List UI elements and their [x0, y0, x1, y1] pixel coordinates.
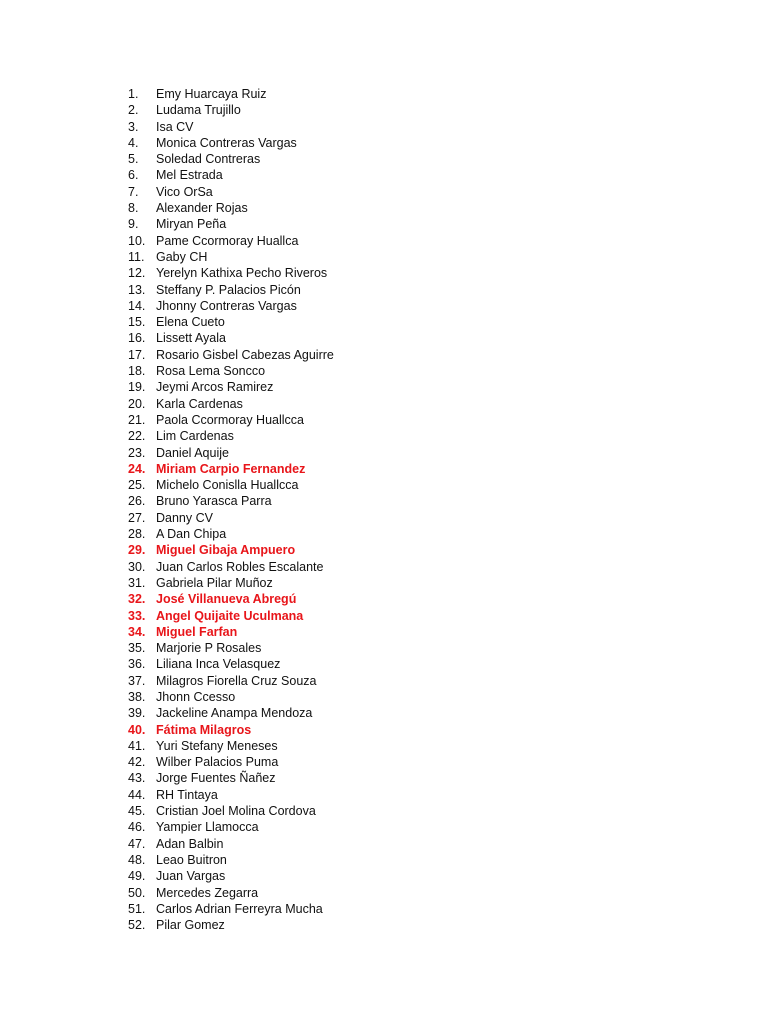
list-item-number: 9. [128, 217, 139, 232]
list-item-name: Soledad Contreras [156, 152, 261, 167]
list-item [128, 493, 334, 509]
list-item-number: 25. [128, 478, 146, 493]
list-item [128, 559, 334, 575]
list-item-name: Mercedes Zegarra [156, 885, 259, 900]
list-item-highlighted [128, 608, 334, 624]
list-item [128, 379, 334, 395]
list-item [128, 445, 334, 461]
list-item-name: Juan Vargas [156, 869, 226, 884]
list-item [128, 265, 334, 281]
list-item [128, 249, 334, 265]
list-item-name: Juan Carlos Robles Escalante [156, 559, 324, 574]
list-item-name: Yuri Stefany Meneses [156, 738, 278, 753]
list-item [128, 428, 334, 444]
list-item-number: 45. [128, 804, 146, 819]
list-item [128, 282, 334, 298]
list-item-number: 49. [128, 869, 146, 884]
list-item-name: Milagros Fiorella Cruz Souza [156, 673, 317, 688]
list-item-name: Jhonny Contreras Vargas [156, 298, 297, 313]
list-item-number: 16. [128, 331, 146, 346]
list-item [128, 167, 334, 183]
list-item-number: 19. [128, 380, 146, 395]
list-item-number: 4. [128, 135, 139, 150]
list-item [128, 689, 334, 705]
list-item [128, 314, 334, 330]
list-item [128, 868, 334, 884]
list-item-number: 32. [128, 592, 146, 607]
list-item-number: 46. [128, 820, 146, 835]
list-item-name: Isa CV [156, 119, 194, 134]
list-item-name: Pilar Gomez [156, 918, 225, 933]
list-item-number: 23. [128, 445, 146, 460]
list-item [128, 135, 334, 151]
list-item-name: Vico OrSa [156, 184, 213, 199]
list-item-name: Danny CV [156, 510, 213, 525]
list-item-name: Cristian Joel Molina Cordova [156, 804, 316, 819]
list-item-number: 48. [128, 852, 146, 867]
list-item [128, 819, 334, 835]
list-item-name: Rosa Lema Soncco [156, 364, 266, 379]
list-item [128, 363, 334, 379]
list-item-number: 28. [128, 527, 146, 542]
list-item [128, 396, 334, 412]
list-item-number: 34. [128, 624, 146, 639]
list-item-number: 39. [128, 706, 146, 721]
list-item-number: 24. [128, 461, 146, 476]
list-item-name: Gaby CH [156, 249, 208, 264]
list-item-highlighted [128, 542, 334, 558]
list-item [128, 233, 334, 249]
list-item [128, 787, 334, 803]
list-item [128, 852, 334, 868]
list-item-number: 35. [128, 641, 146, 656]
list-item-name: Paola Ccormoray Huallcca [156, 412, 304, 427]
list-item-highlighted [128, 591, 334, 607]
list-item-name: Miguel Farfan [156, 624, 238, 639]
list-item-number: 8. [128, 201, 139, 216]
list-item [128, 510, 334, 526]
list-item-name: Adan Balbin [156, 836, 224, 851]
list-item-number: 44. [128, 787, 146, 802]
list-item-name: Daniel Aquije [156, 445, 229, 460]
list-item-name: Liliana Inca Velasquez [156, 657, 281, 672]
list-item-name: Elena Cueto [156, 315, 225, 330]
list-item-name: Ludama Trujillo [156, 103, 241, 118]
list-item-number: 10. [128, 233, 146, 248]
list-item-name: Gabriela Pilar Muñoz [156, 575, 273, 590]
list-item-name: Yampier Llamocca [156, 820, 259, 835]
list-item-number: 38. [128, 689, 146, 704]
list-item-name: Marjorie P Rosales [156, 641, 262, 656]
list-item-name: Jackeline Anampa Mendoza [156, 706, 313, 721]
list-item-highlighted [128, 722, 334, 738]
list-item [128, 754, 334, 770]
list-item [128, 102, 334, 118]
list-item-name: RH Tintaya [156, 787, 218, 802]
list-item [128, 917, 334, 933]
list-item-number: 30. [128, 559, 146, 574]
list-item [128, 640, 334, 656]
list-item-number: 17. [128, 347, 146, 362]
list-item-name: Jorge Fuentes Ñañez [156, 771, 276, 786]
list-item-number: 22. [128, 429, 146, 444]
list-item-name: Lim Cardenas [156, 429, 234, 444]
list-item-name: Angel Quijaite Uculmana [156, 608, 304, 623]
list-item-name: Monica Contreras Vargas [156, 135, 297, 150]
list-item-number: 41. [128, 738, 146, 753]
list-item-name: Yerelyn Kathixa Pecho Riveros [156, 266, 328, 281]
list-item [128, 738, 334, 754]
list-item-name: Jhonn Ccesso [156, 689, 236, 704]
list-item-number: 6. [128, 168, 139, 183]
numbered-name-list [128, 86, 334, 933]
list-item-number: 52. [128, 918, 146, 933]
list-item-name: Bruno Yarasca Parra [156, 494, 272, 509]
list-item [128, 151, 334, 167]
list-item-number: 36. [128, 657, 146, 672]
list-item-number: 11. [128, 249, 145, 264]
list-item-name: A Dan Chipa [156, 527, 227, 542]
list-item [128, 412, 334, 428]
list-item-name: Steffany P. Palacios Picón [156, 282, 301, 297]
list-item-number: 47. [128, 836, 146, 851]
list-item-number: 50. [128, 885, 146, 900]
list-item-name: Miriam Carpio Fernandez [156, 461, 306, 476]
list-item-name: Pame Ccormoray Huallca [156, 233, 299, 248]
list-item-number: 12. [128, 266, 146, 281]
list-item-number: 14. [128, 298, 146, 313]
list-item [128, 330, 334, 346]
list-item-number: 31. [128, 575, 146, 590]
list-item-name: Rosario Gisbel Cabezas Aguirre [156, 347, 334, 362]
list-item-name: Fátima Milagros [156, 722, 252, 737]
list-item-number: 15. [128, 315, 146, 330]
list-item-number: 1. [128, 87, 139, 101]
list-item [128, 901, 334, 917]
list-item-name: Karla Cardenas [156, 396, 243, 411]
list-item-number: 33. [128, 608, 146, 623]
list-item-name: Emy Huarcaya Ruiz [156, 87, 267, 101]
list-item-number: 27. [128, 510, 146, 525]
list-item-number: 51. [128, 901, 146, 916]
list-item [128, 526, 334, 542]
list-item-number: 37. [128, 673, 146, 688]
list-item-number: 13. [128, 282, 146, 297]
list-item [128, 673, 334, 689]
list-item [128, 575, 334, 591]
list-item [128, 200, 334, 216]
list-item-number: 20. [128, 396, 146, 411]
list-item-number: 18. [128, 364, 146, 379]
list-item-name: Jeymi Arcos Ramirez [156, 380, 274, 395]
list-item [128, 477, 334, 493]
list-item [128, 347, 334, 363]
list-item-number: 26. [128, 494, 146, 509]
list-item-number: 40. [128, 722, 146, 737]
list-item-name: Miguel Gibaja Ampuero [156, 543, 296, 558]
list-item [128, 216, 334, 232]
list-item-name: Leao Buitron [156, 852, 227, 867]
list-item-name: Miryan Peña [156, 217, 227, 232]
list-item-highlighted [128, 461, 334, 477]
list-item [128, 298, 334, 314]
list-item [128, 119, 334, 135]
list-item-number: 7. [128, 184, 139, 199]
list-item-number: 29. [128, 543, 146, 558]
list-item-number: 2. [128, 103, 139, 118]
list-item [128, 705, 334, 721]
list-item-highlighted [128, 624, 334, 640]
list-item-number: 43. [128, 771, 146, 786]
list-item [128, 656, 334, 672]
list-item-name: Lissett Ayala [156, 331, 226, 346]
list-item [128, 885, 334, 901]
list-item-name: Carlos Adrian Ferreyra Mucha [156, 901, 323, 916]
list-item-name: Wilber Palacios Puma [156, 755, 279, 770]
list-item [128, 86, 334, 102]
list-item-number: 21. [128, 412, 146, 427]
list-item [128, 836, 334, 852]
list-item-number: 42. [128, 755, 146, 770]
list-item-number: 5. [128, 152, 139, 167]
list-item [128, 184, 334, 200]
list-item-name: Mel Estrada [156, 168, 223, 183]
list-item-number: 3. [128, 119, 139, 134]
list-item-name: Michelo Conislla Huallcca [156, 478, 299, 493]
list-item-name: Alexander Rojas [156, 201, 248, 216]
list-item [128, 803, 334, 819]
list-item [128, 770, 334, 786]
list-item-name: José Villanueva Abregú [156, 592, 297, 607]
